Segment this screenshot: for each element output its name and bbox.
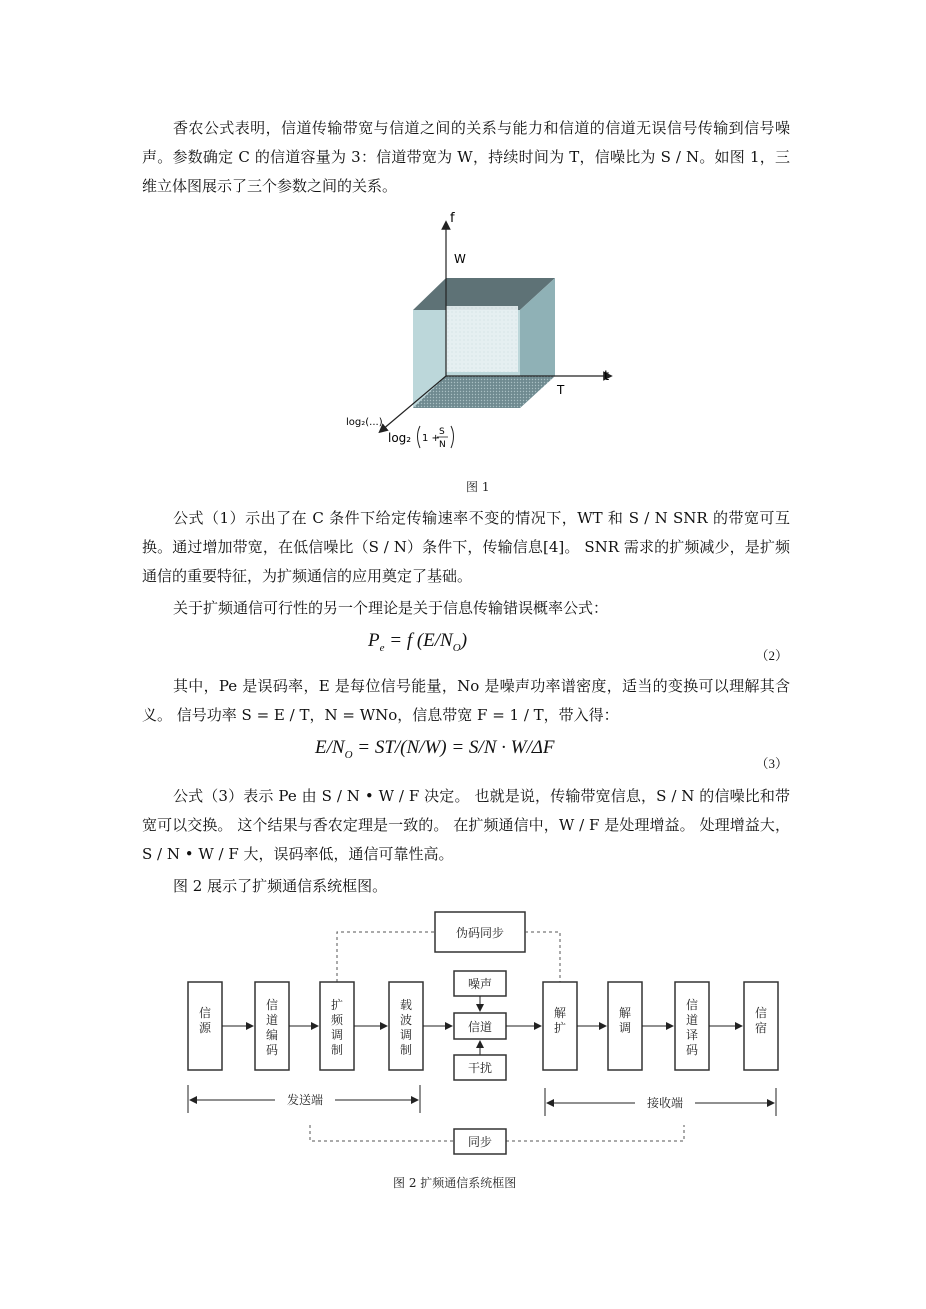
block-spread-mod-label: 扩频调制 — [330, 998, 344, 1057]
block-demod-label: 解调 — [618, 1006, 632, 1035]
channel-label: 信道 — [467, 1020, 493, 1034]
bracket-right — [451, 426, 454, 448]
label-n: N — [439, 440, 446, 450]
block-carrier-mod — [389, 982, 423, 1070]
axis-t-label: t — [604, 369, 610, 384]
label-s: S — [439, 427, 445, 437]
block-source-label: 信源 — [198, 1006, 212, 1035]
equation-2-number: （2） — [755, 648, 788, 663]
equation-3: $E/N_O = ST/(N/W) = S/N \cdot W/\Delta F$ — [315, 737, 555, 761]
tx-label: 发送端 — [286, 1093, 324, 1107]
block-despread-label: 解扩 — [553, 1006, 567, 1035]
label-t: T — [557, 383, 565, 397]
figure-1-caption: 图 1 — [466, 480, 490, 494]
axis-f-label: f — [450, 211, 455, 226]
sync-label: 同步 — [467, 1135, 493, 1149]
label-log-small: log₂(...) — [346, 417, 383, 428]
figure-2-block-diagram — [180, 905, 790, 1160]
block-sink-label: 信宿 — [754, 1006, 768, 1035]
block-channel-encode — [255, 982, 289, 1070]
paragraph-2: 公式（1）示出了在 C 条件下给定传输速率不变的情况下，WT 和 S / N SNR 的带宽可互换。通过增加带宽，在低信噪比（S / N）条件下，传输信息[4]。 SNR 需求的扩频减少，是扩频通信的重要特征，为扩频通信的应用奠定了基础。 — [142, 509, 790, 585]
figure-2-caption: 图 2 扩频通信系统框图 — [393, 1176, 517, 1190]
block-channel-decode — [675, 982, 709, 1070]
paragraph-1: 香农公式表明，信道传输带宽与信道之间的关系与能力和信道的信道无误信号传输到信号噪声。参数确定 C 的信道容量为 3：信道带宽为 W，持续时间为 T，信噪比为 S / N。如图 1，三维立体图展示了三个参数之间的关系。 — [142, 119, 790, 195]
block-channel-decode-label: 信道译码 — [685, 998, 699, 1057]
block-sink — [744, 982, 778, 1070]
label-log-main: log₂ — [388, 431, 412, 445]
paragraph-4: 其中，Pe 是误码率，E 是每位信号能量，No 是噪声功率谱密度，适当的变换可以理解其含义。 信号功率 S = E / T，N = WNo，信息带宽 F = 1 / T，带入得： — [142, 677, 790, 724]
cube-inner-light — [446, 306, 518, 372]
block-demod — [608, 982, 642, 1070]
block-carrier-mod-label: 载波调制 — [399, 998, 413, 1057]
noise-label: 噪声 — [467, 977, 493, 991]
equation-3-number: （3） — [755, 756, 788, 771]
pn-sync-label: 伪码同步 — [455, 926, 505, 940]
label-w: W — [454, 252, 466, 266]
block-spread-mod — [320, 982, 354, 1070]
bracket-left — [418, 426, 421, 448]
block-despread — [543, 982, 577, 1070]
equation-2: $P_e = f$ $(E/N_O)$ — [368, 630, 468, 654]
rx-label: 接收端 — [646, 1096, 684, 1110]
block-channel-encode-label: 信道编码 — [265, 998, 279, 1057]
block-source — [188, 982, 222, 1070]
paragraph-5: 公式（3）表示 Pe 由 S / N • W / F 决定。 也就是说，传输带宽信息，S / N 的信噪比和带宽可以交换。 这个结果与香农定理是一致的。 在扩频通信中，W / F 是处理增益。 处理增益大，S / N • W / F 大，误码率低，通信可靠性高。 — [142, 787, 790, 863]
figure-1-cube — [330, 210, 630, 460]
interference-label: 干扰 — [467, 1061, 493, 1075]
paragraph-6: 图 2 展示了扩频通信系统框图。 — [173, 877, 388, 895]
label-one-plus: 1 + — [422, 433, 440, 444]
paragraph-3: 关于扩频通信可行性的另一个理论是关于信息传输错误概率公式： — [173, 599, 609, 617]
